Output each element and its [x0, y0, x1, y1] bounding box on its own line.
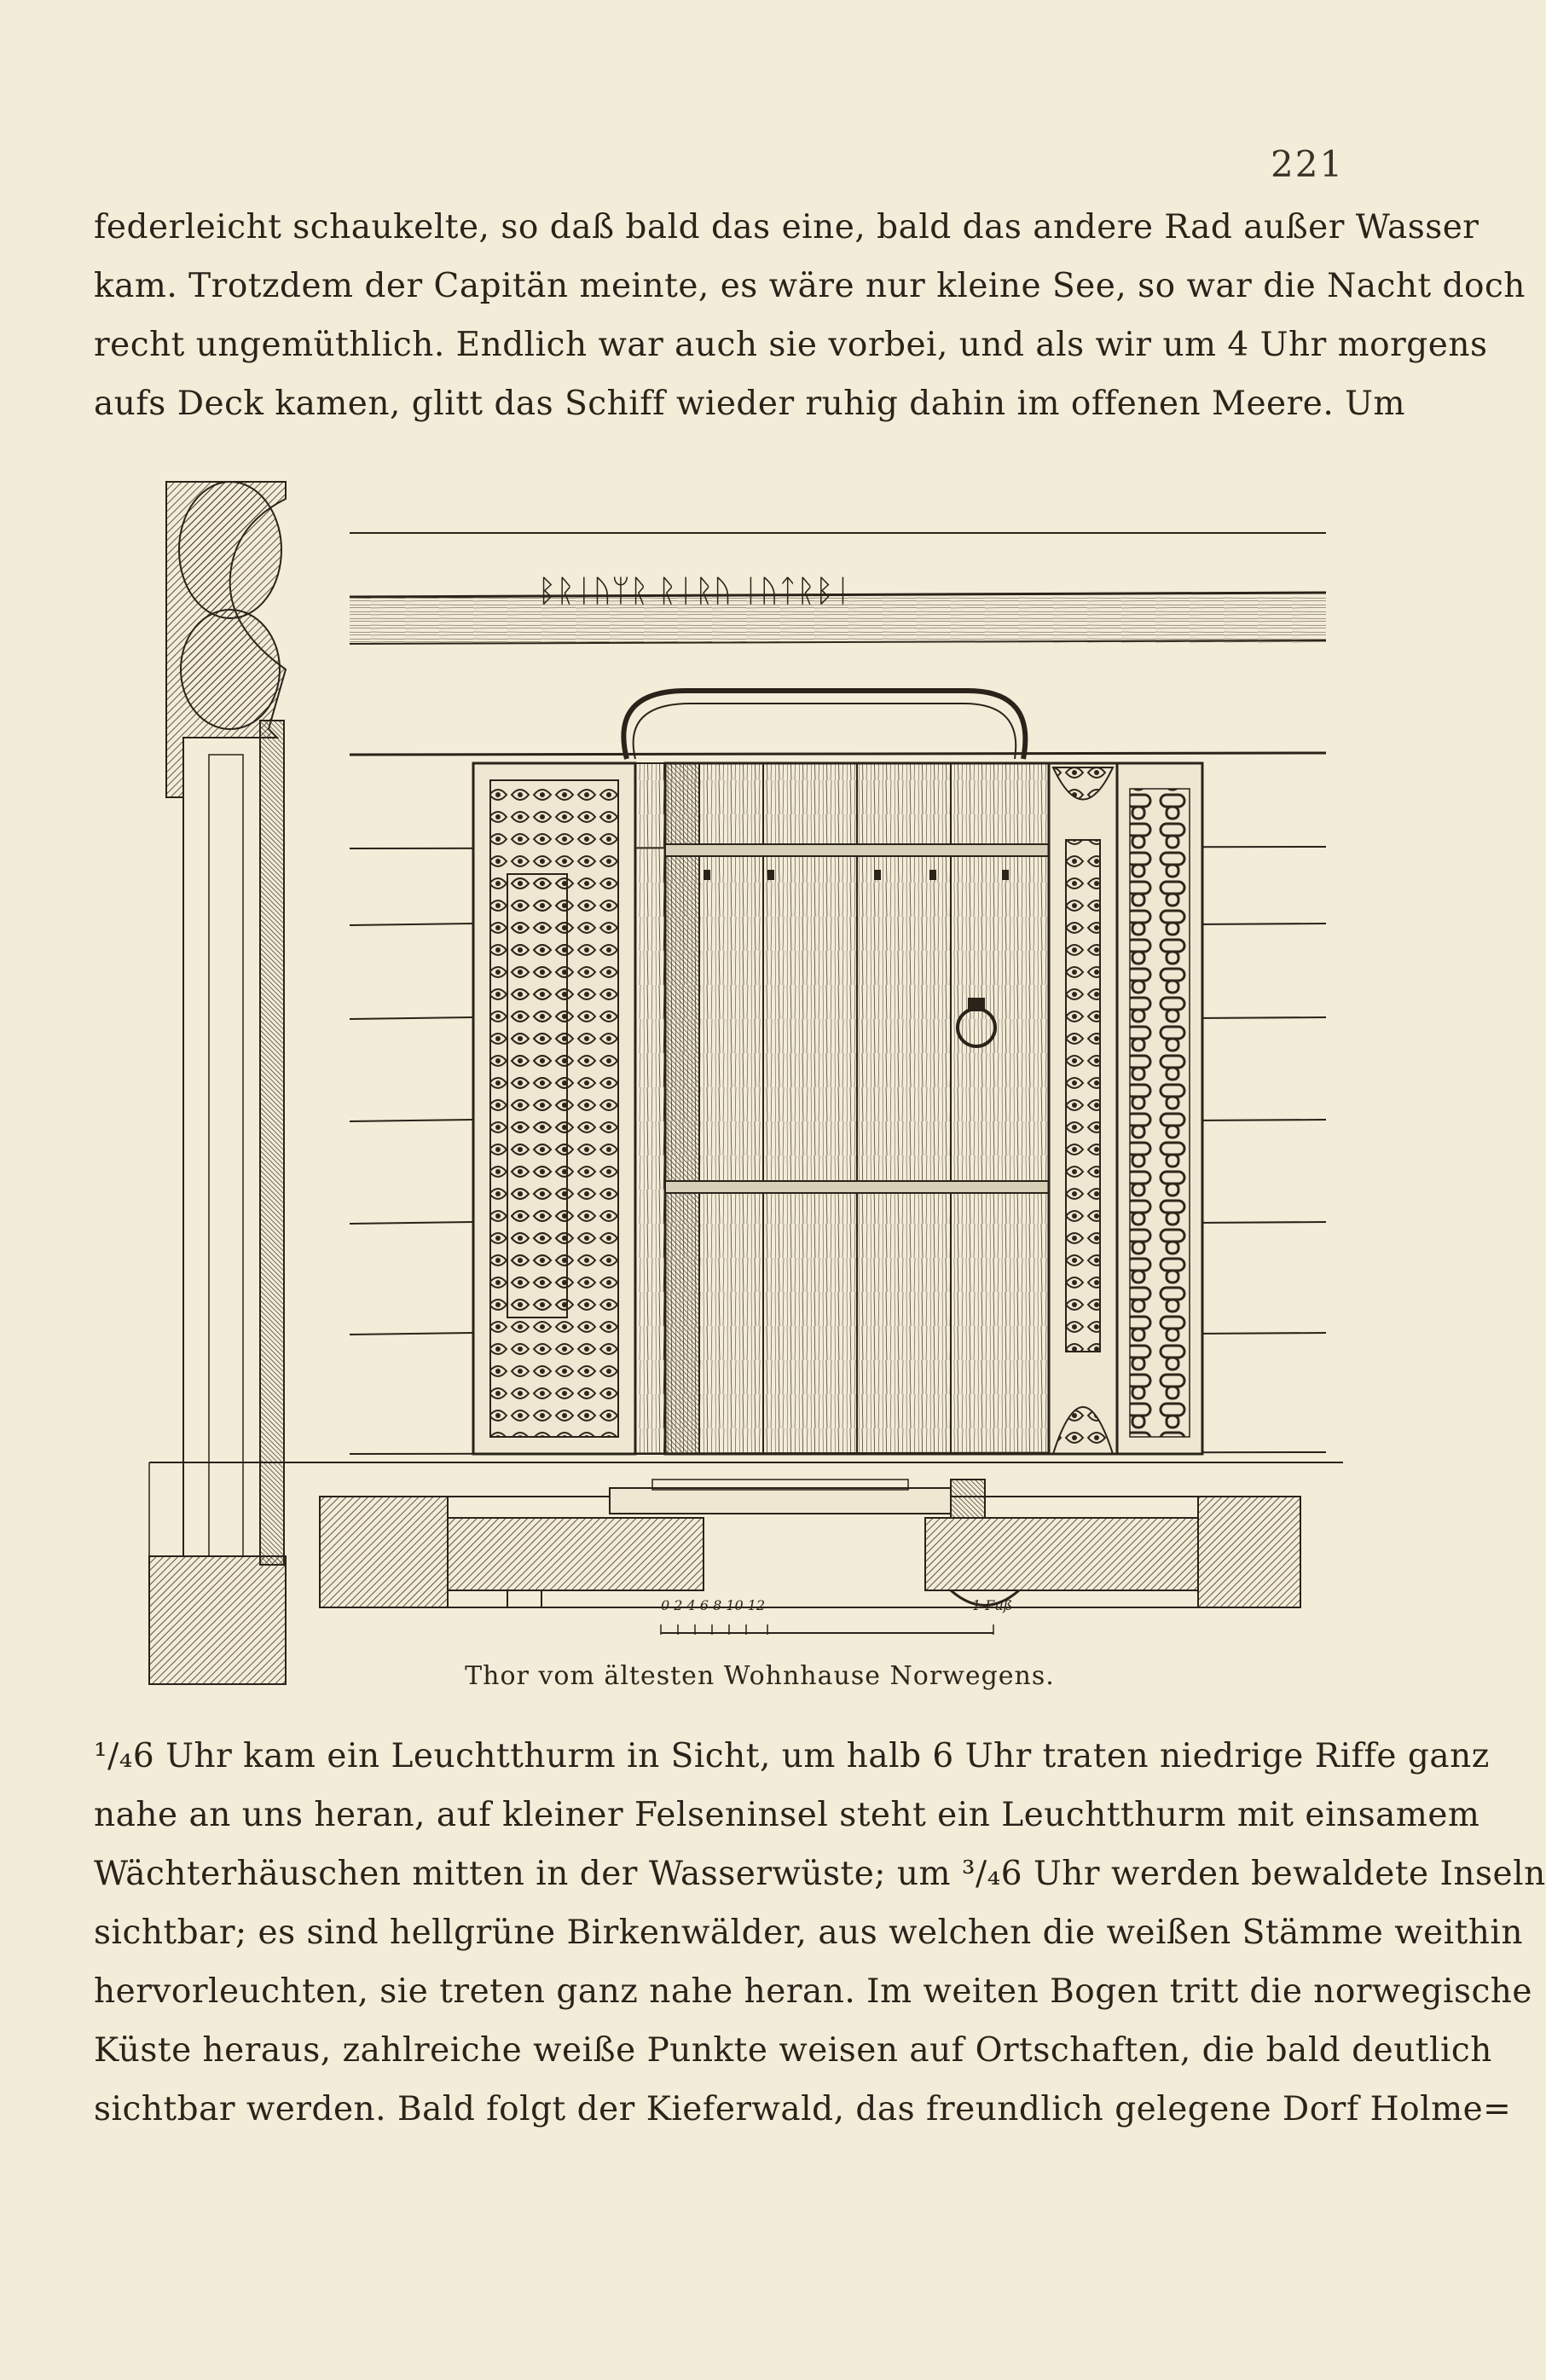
paragraph-top — [94, 198, 1526, 433]
scale-bar — [661, 1624, 993, 1635]
door-arch — [623, 691, 1025, 759]
text-line: kam. Trotzdem der Capitän meinte, es wäre nur kleine See, so war die Nacht doch — [94, 267, 1526, 305]
left-carved-jamb — [473, 763, 665, 1454]
text-line: ¹/₄6 Uhr kam ein Leuchtthurm in Sicht, um halb 6 Uhr traten niedrige Riffe ganz — [94, 1737, 1490, 1775]
engraving-svg — [132, 473, 1352, 1650]
right-carved-jamb — [1049, 763, 1202, 1454]
text-line: recht ungemüthlich. Endlich war auch sie vorbei, und als wir um 4 Uhr morgens — [94, 326, 1488, 364]
text-line: Küste heraus, zahlreiche weiße Punkte weisen auf Ortschaften, die bald deutlich — [94, 2031, 1492, 2070]
text-line: hervorleuchten, sie treten ganz nahe heran. Im weiten Bogen tritt die norwegische — [94, 1972, 1532, 2011]
text-line: federleicht schaukelte, so daß bald das eine, bald das andere Rad außer Wasser — [94, 208, 1479, 246]
text-line: sichtbar; es sind hellgrüne Birkenwälder, aus welchen die weißen Stämme weithin — [94, 1914, 1524, 1952]
paragraph-bottom — [94, 1727, 1546, 2139]
text-line: aufs Deck kamen, glitt das Schiff wieder ruhig dahin im offenen Meere. Um — [94, 385, 1405, 423]
scale-numbers: 0 2 4 6 8 10 12 — [661, 1597, 766, 1613]
door-leaf — [665, 763, 1049, 1454]
text-line: sichtbar werden. Bald folgt der Kieferwald, das freundlich gelegene Dorf Holme= — [94, 2090, 1512, 2128]
rune-inscription: ᛒᚱᛁᚢᛘᚱ ᚱᛁᚱᚢ ᛁᚢᛏᚱᛒᛁ — [537, 574, 853, 609]
page-number: 221 — [1271, 143, 1345, 185]
text-line: Wächterhäuschen mitten in der Wasserwüste; um ³/₄6 Uhr werden bewaldete Inseln — [94, 1855, 1546, 1893]
scale-unit: 1 Fuß — [972, 1597, 1013, 1613]
figure-caption: Thor vom ältesten Wohnhause Norwegens. — [465, 1661, 1055, 1691]
side-section-profile — [149, 482, 286, 1684]
floor-plan-section — [320, 1480, 1300, 1607]
door-engraving — [132, 473, 1352, 1650]
text-line: nahe an uns heran, auf kleiner Felseninsel steht ein Leuchtthurm mit einsamem — [94, 1796, 1480, 1834]
